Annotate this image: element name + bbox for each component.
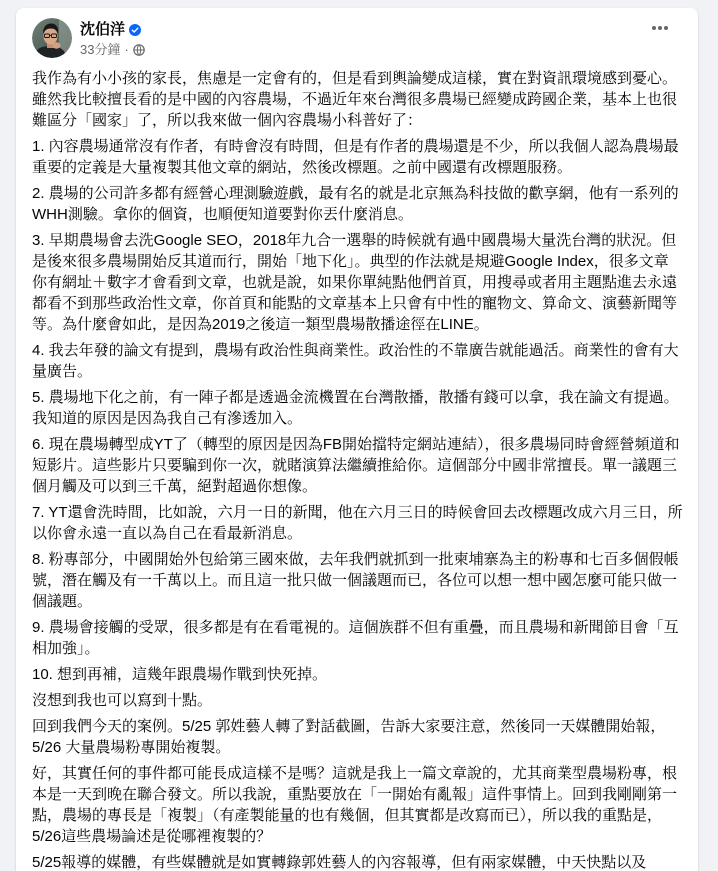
post-text-line: 沒想到我也可以寫到十點。: [32, 692, 213, 709]
post-text-line: 好，其實任何的事件都可能長成這樣不是嗎？這就是我上一篇文章說的，尤其商業型農場粉專，根: [32, 765, 678, 782]
post-paragraph: [32, 340, 690, 382]
post-text-line: 我作為有小小孩的家長，焦慮是一定會有的，但是看到輿論變成這樣，實在對資訊環境感到憂心。: [32, 70, 678, 87]
more-options-icon: [650, 18, 670, 38]
post-text-line: 1. 內容農場通常沒有作者，有時會沒有時間，但是有作者的農場還是不少，所以我個人認為農場最: [32, 138, 679, 155]
post-paragraph: [32, 716, 690, 758]
post-text-line: WHH測驗。拿你的個資，也順便知道要對你丟什麼消息。: [32, 206, 413, 223]
post-text-line: 回到我們今天的案例。5/25 郭姓藝人轉了對話截圖，告訴大家要注意，然後同一天媒體開始報，: [32, 718, 666, 735]
globe-icon: [133, 44, 145, 56]
post-text-line: 5/25報導的媒體，有些媒體就是如實轉錄郭姓藝人的內容報導，但有兩家媒體，中天快點以及: [32, 854, 647, 871]
post-text-line: 等。為什麼會如此，是因為2019之後這一類型農場散播途徑在LINE。: [32, 316, 489, 333]
post-message: [16, 58, 698, 871]
post-text-line: 以你會永遠一直以為自己在看最新消息。: [32, 525, 303, 542]
post-text-line: 個月觸及可以到三千萬，絕對超過你想像。: [32, 478, 318, 495]
post-text-line: 短影片。這些影片只要騙到你一次，就賭演算法繼續推給你。這個部分中國非常擅長。單一議題三: [32, 457, 678, 474]
post-paragraph: [32, 502, 690, 544]
post-text-line: 雖然我比較擅長看的是中國的內容農場，不過近年來台灣很多農場已經變成跨國企業，基本上也很: [32, 91, 678, 108]
post-header: [16, 8, 698, 58]
post-paragraph: [32, 136, 690, 178]
post-text-line: 都看不到那些政治性文章，你首頁和能點的文章基本上只會有中性的寵物文、算命文、演藝新聞等: [32, 295, 678, 312]
verified-badge-icon: [129, 24, 141, 36]
post-text-line: 是後來很多農場開始反其道而行，開始「地下化」。典型的作法就是規避Google Index，很多文章: [32, 253, 669, 270]
post-card: [16, 8, 698, 871]
author-name-row: [80, 20, 145, 40]
post-paragraph: [32, 549, 690, 612]
post-paragraph: [32, 617, 690, 659]
post-text-line: 3. 早期農場會去洗Google SEO，2018年九合一選舉的時候就有過中國農場大量洗台灣的狀況。但: [32, 232, 677, 249]
post-paragraph: [32, 690, 690, 711]
post-text-line: 7. YT還會洗時間，比如說，六月一日的新聞，他在六月三日的時候會回去改標題改成六月三日，所: [32, 504, 683, 521]
post-text-line: 本是一天到晚在聯合發文。所以我說，重點要放在「一開始有亂報」這件事情上。回到我剛剛第一: [32, 786, 678, 803]
post-text-line: 重要的定義是大量複製其他文章的網站，然後改標題。之前中國還有改標題服務。: [32, 159, 573, 176]
post-text-line: 難區分「國家」了，所以我來做一個內容農場小科普好了：: [32, 112, 423, 129]
post-text-line: 5. 農場地下化之前，有一陣子都是透過金流機置在台灣散播，散播有錢可以拿，我在論文有提過。: [32, 389, 679, 406]
post-text-line: 個議題。: [32, 593, 93, 610]
post-paragraph: [32, 664, 690, 685]
post-meta: [80, 41, 145, 59]
post-paragraph: [32, 230, 690, 335]
post-text-line: 6. 現在農場轉型成YT了（轉型的原因是因為FB開始擋特定網站連結），很多農場同時會經營頻道和: [32, 436, 680, 453]
post-text-line: 5/26這些農場論述是從哪裡複製的？: [32, 828, 272, 845]
post-timestamp-link[interactable]: 33分鐘: [80, 42, 121, 57]
post-text-line: 你有網址＋數字才會看到文章，也就是說，如果你單純點他們首頁，用搜尋或者用主題點進去永遠: [32, 274, 678, 291]
post-text-line: 相加強」。: [32, 640, 100, 657]
post-text-line: 9. 農場會接觸的受眾，很多都是有在看電視的。這個族群不但有重疊，而且農場和新聞節目會「互: [32, 619, 679, 636]
post-paragraph: [32, 852, 690, 871]
meta-separator: ·: [124, 42, 129, 57]
author-avatar[interactable]: [32, 18, 72, 58]
post-text-line: 點，農場的專長是「複製」（有產製能量的也有幾個，但其實都是改寫而已），所以我的重點是，: [32, 807, 663, 824]
more-options-button[interactable]: [642, 10, 678, 46]
author-name-link[interactable]: 沈伯洋: [80, 21, 126, 38]
post-text-line: 號，潛在觸及有一千萬以上。而且這一批只做一個議題而已，各位可以想一想中國怎麼可能只做一: [32, 572, 678, 589]
post-paragraph: [32, 183, 690, 225]
author-info: [80, 18, 145, 59]
avatar-photo: [32, 18, 72, 58]
post-paragraph: [32, 68, 690, 131]
post-text-line: 10. 想到再補，這幾年跟農場作戰到快死掉。: [32, 666, 328, 683]
post-text-line: 2. 農場的公司許多都有經營心理測驗遊戲，最有名的就是北京無為科技做的歡享網，他有一系列的: [32, 185, 679, 202]
post-text-line: 4. 我去年發的論文有提到，農場有政治性與商業性。政治性的不靠廣告就能過活。商業性的會有大: [32, 342, 679, 359]
post-text-line: 8. 粉專部分，中國開始外包給第三國來做，去年我們就抓到一批柬埔寨為主的粉專和七百多個假帳: [32, 551, 679, 568]
post-text-line: 我知道的原因是因為我自己有滲透加入。: [32, 410, 303, 427]
post-text-line: 5/26 大量農場粉專開始複製。: [32, 739, 231, 756]
post-text-line: 量廣告。: [32, 363, 93, 380]
post-paragraph: [32, 387, 690, 429]
post-paragraph: [32, 763, 690, 847]
post-paragraph: [32, 434, 690, 497]
